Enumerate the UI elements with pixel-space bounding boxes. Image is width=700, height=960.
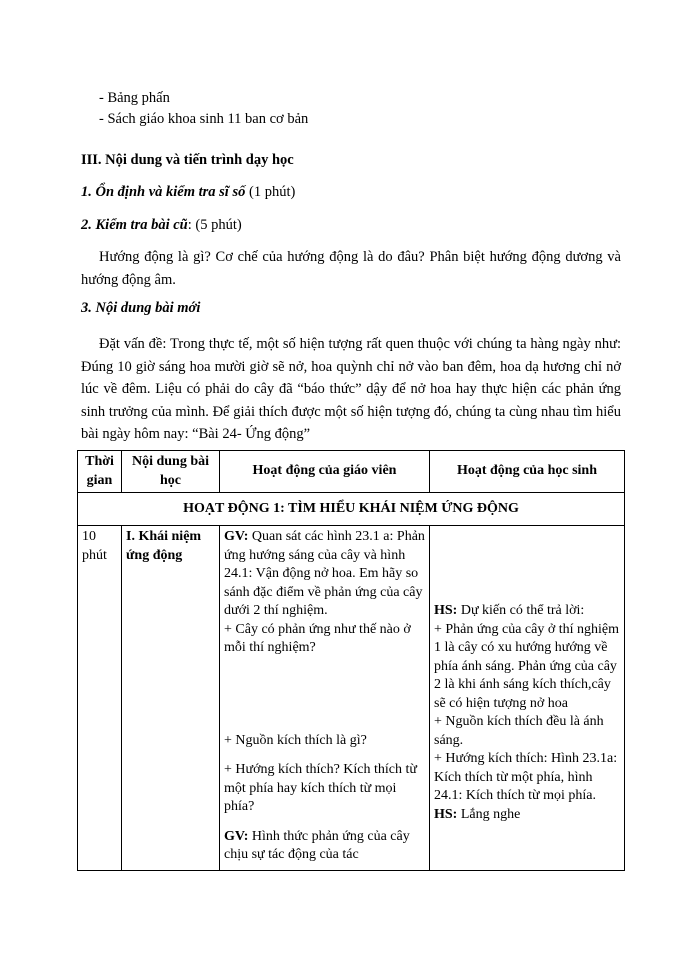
item2-heading: 2. Kiểm tra bài cũ: (5 phút) <box>81 217 242 233</box>
item3-heading: 3. Nội dung bài mới <box>81 300 201 316</box>
activity-title: HOẠT ĐỘNG 1: TÌM HIỂU KHÁI NIỆM ỨNG ĐỘNG <box>78 493 625 526</box>
cell-student: HS: Dự kiến có thể trả lời: + Phản ứng của cây ở thí nghiệm 1 là cây có xu hướng hướng về phía ánh sáng. Phản ứng của cây 2 là khi ánh sáng kích thích,cây sẽ có hiện tượng nở hoa + Nguồn kích thích đều là ánh sáng. + Hướng kích thích: Hình 23.1a: Kích thích từ một phía, hình 24.1: Kích thích từ mọi phía. HS: Lắng nghe <box>430 526 625 871</box>
header-content: Nội dung bài học <box>122 451 220 493</box>
old-lesson-question: Hướng động là gì? Cơ chế của hướng động là do đâu? Phân biệt hướng động dương và hướng động âm. <box>81 249 621 288</box>
header-time: Thời gian <box>78 451 122 493</box>
activity-row <box>78 493 625 526</box>
header-teacher: Hoạt động của giáo viên <box>220 451 430 493</box>
header-student: Hoạt động của học sinh <box>430 451 625 493</box>
cell-teacher: GV: Quan sát các hình 23.1 a: Phản ứng hướng sáng của cây và hình 24.1: Vận động nở hoa. Em hãy so sánh đặc điểm về phản ứng của cây dưới 2 thí nghiệm. + Cây có phản ứng như thế nào ở mỗi thí nghiệm? + Nguồn kích thích là gì? + Hướng kích thích? Kích thích từ một phía hay kích thích từ mọi phía? GV: Hình thức phản ứng của cây chịu sự tác động của tác <box>220 526 430 871</box>
lesson-plan-table <box>77 450 625 871</box>
table-row <box>78 526 625 871</box>
cell-content: I. Khái niệm ứng động <box>122 526 220 871</box>
item1-heading: 1. Ổn định và kiểm tra sĩ số (1 phút) <box>81 184 296 200</box>
cell-time: 10 phút <box>78 526 122 871</box>
intro-paragraph: Đặt vấn đề: Trong thực tế, một số hiện tượng rất quen thuộc với chúng ta hàng ngày như: Đúng 10 giờ sáng hoa mười giờ sẽ nở, hoa quỳnh chỉ nở vào ban đêm, hoa dạ hương chỉ nở lúc về đêm. Liệu có phải do cây đã “báo thức” dậy để nở hoa hay thực hiện các phản ứng sinh trưởng của mình. Để giải thích được một số hiện tượng đó, chúng ta cùng nhau tìm hiểu bài ngày hôm nay: “Bài 24- Ứng động” <box>81 336 621 442</box>
table-header-row <box>78 451 625 493</box>
material-chalkboard: - Bảng phấn <box>99 90 170 106</box>
material-textbook: - Sách giáo khoa sinh 11 ban cơ bản <box>99 111 309 127</box>
section-heading: III. Nội dung và tiến trình dạy học <box>81 152 294 168</box>
